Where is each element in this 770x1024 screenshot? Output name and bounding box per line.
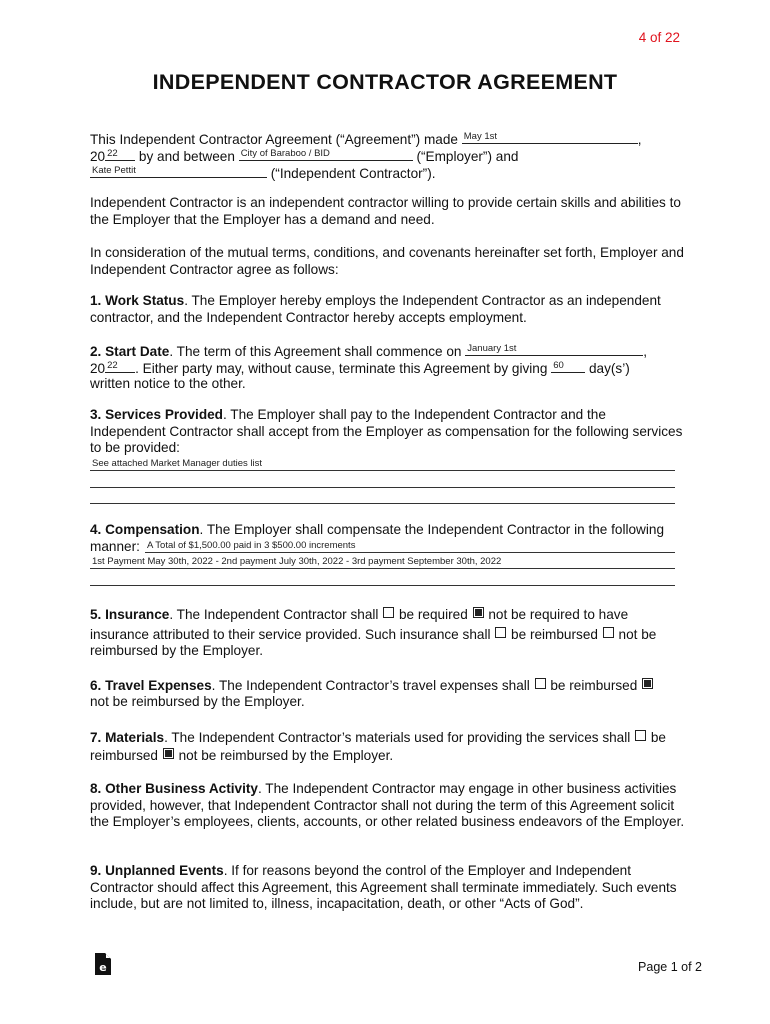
travel-reimbursed-checkbox[interactable]	[535, 678, 546, 689]
by-between-text: by and between	[138, 149, 235, 164]
section-other-business-activity	[90, 781, 685, 831]
page-counter: 4 of 22	[638, 30, 680, 45]
eforms-logo-icon	[94, 952, 112, 976]
option-label: be	[650, 730, 666, 745]
section-text: reimbursed	[90, 748, 158, 763]
materials-reimbursed-checkbox[interactable]	[635, 730, 646, 741]
section-text: . The Independent Contractor’s travel expenses shall	[211, 678, 530, 693]
employer-name-field[interactable]	[239, 147, 413, 161]
contractor-label: (“Independent Contractor”).	[270, 166, 436, 181]
notice-days-value: 60	[553, 360, 564, 371]
compensation-value-2: 1st Payment May 30th, 2022 - 2nd payment July 30th, 2022 - 3rd payment September 30th, 2022	[92, 556, 502, 567]
section-heading: 4. Compensation	[90, 522, 200, 537]
made-date-field[interactable]	[462, 130, 638, 144]
services-line-1[interactable]	[90, 470, 675, 471]
contractor-name-value: Kate Pettit	[92, 165, 136, 176]
year-value: 22	[107, 148, 118, 159]
employer-label: (“Employer”) and	[416, 149, 519, 164]
start-year-value: 22	[107, 360, 118, 371]
section-travel-line-2: not be reimbursed by the Employer.	[90, 694, 305, 709]
compensation-value-1: A Total of $1,500.00 paid in 3 $500.00 increments	[147, 540, 356, 551]
section-text: . The Employer shall pay to the Independent Contractor and the Independent Contractor shall accept from the Employer as compensation for the following services to be provided:	[90, 407, 683, 455]
compensation-line-1[interactable]	[145, 552, 675, 553]
section-heading: 7. Materials	[90, 730, 165, 745]
start-date-value: January 1st	[467, 343, 517, 354]
insurance-not-required-checkbox[interactable]	[473, 607, 484, 618]
section-text: . The Employer shall compensate the Independent Contractor in the following	[199, 522, 665, 537]
section-text: . The Independent Contractor shall	[169, 607, 379, 622]
section-compensation-line-1	[90, 521, 664, 539]
travel-not-reimbursed-checkbox[interactable]	[642, 678, 653, 689]
section-heading: 2. Start Date	[90, 344, 170, 359]
section-materials-line-1	[90, 729, 666, 747]
section-start-date-line-1	[90, 342, 647, 360]
notice-days-field[interactable]	[551, 359, 585, 373]
intro-paragraph-2: In consideration of the mutual terms, conditions, and covenants hereinafter set forth, Employer and Independent Contractor agree as follows:	[90, 245, 684, 277]
insurance-required-checkbox[interactable]	[383, 607, 394, 618]
section-start-date-line-3: written notice to the other.	[90, 376, 246, 391]
services-value: See attached Market Manager duties list	[92, 458, 263, 469]
svg-text:e: e	[99, 961, 107, 974]
section-heading: 6. Travel Expenses	[90, 678, 212, 693]
made-date-value: May 1st	[463, 131, 498, 142]
year-prefix: 20	[90, 361, 106, 376]
section-text: . The Employer hereby employs the Independent Contractor as an independent contractor, and the Independent Contractor hereby accepts employment.	[90, 293, 661, 325]
intro-paragraph-1: Independent Contractor is an independent contractor willing to provide certain skills and abilities to the Employer that the Employer has a demand and need.	[90, 195, 681, 227]
section-heading: 8. Other Business Activity	[90, 781, 258, 796]
option-label: not be	[618, 627, 657, 642]
year-field[interactable]	[105, 147, 135, 161]
section-text: insurance attributed to their service provided. Such insurance shall	[90, 627, 491, 642]
section-text: day(s’)	[588, 361, 630, 376]
insurance-reimbursed-checkbox[interactable]	[495, 627, 506, 638]
section-text: . Either party may, without cause, terminate this Agreement by giving	[135, 361, 548, 376]
section-unplanned-events	[90, 863, 685, 913]
intro-line-1	[90, 130, 642, 148]
intro-line-3	[90, 164, 436, 182]
contractor-name-field[interactable]	[90, 164, 267, 178]
option-label: not be required to have	[488, 607, 629, 622]
option-label: be reimbursed	[550, 678, 638, 693]
insurance-not-reimbursed-checkbox[interactable]	[603, 627, 614, 638]
section-heading: 1. Work Status	[90, 293, 185, 308]
compensation-line-3[interactable]	[90, 585, 675, 586]
section-text: not be reimbursed by the Employer.	[178, 748, 394, 763]
compensation-manner-label: manner:	[90, 539, 140, 554]
section-text: . The Independent Contractor’s materials used for providing the services shall	[164, 730, 631, 745]
comma: ,	[643, 344, 648, 359]
section-services-provided	[90, 407, 685, 457]
page-number: Page 1 of 2	[638, 960, 702, 974]
intro-made-text: This Independent Contractor Agreement (“Agreement”) made	[90, 132, 458, 147]
materials-not-reimbursed-checkbox[interactable]	[163, 748, 174, 759]
section-heading: 9. Unplanned Events	[90, 863, 224, 878]
section-text: . If for reasons beyond the control of the Employer and Independent Contractor should affect this Agreement, this Agreement shall terminate immediately. Such events include, but are not limited to, illness, incapacitation, death, or other “Acts of God”.	[90, 863, 677, 911]
section-work-status	[90, 293, 685, 326]
section-heading: 3. Services Provided	[90, 407, 223, 422]
start-date-field[interactable]	[465, 342, 643, 356]
section-insurance-line-3: reimbursed by the Employer.	[90, 643, 264, 658]
year-prefix: 20	[90, 149, 106, 164]
section-text: . The Independent Contractor may engage in other business activities provided, however, that Independent Contractor shall not during the term of this Agreement solicit the Employer’s employees, clients, accounts, or other related business endeavors of the Employer.	[90, 781, 685, 829]
comma: ,	[637, 132, 642, 147]
services-line-3[interactable]	[90, 503, 675, 504]
option-label: be reimbursed	[511, 627, 598, 642]
section-materials-line-2	[90, 747, 393, 765]
intro-line-2	[90, 147, 518, 165]
section-text: . The term of this Agreement shall commence on	[169, 344, 462, 359]
document-title: INDEPENDENT CONTRACTOR AGREEMENT	[152, 70, 618, 94]
section-insurance-line-1	[90, 606, 628, 624]
section-heading: 5. Insurance	[90, 607, 170, 622]
compensation-line-2[interactable]	[90, 568, 675, 569]
start-year-field[interactable]	[105, 359, 135, 373]
option-label: be required	[398, 607, 468, 622]
services-line-2[interactable]	[90, 487, 675, 488]
employer-name-value: City of Baraboo / BID	[240, 148, 330, 159]
